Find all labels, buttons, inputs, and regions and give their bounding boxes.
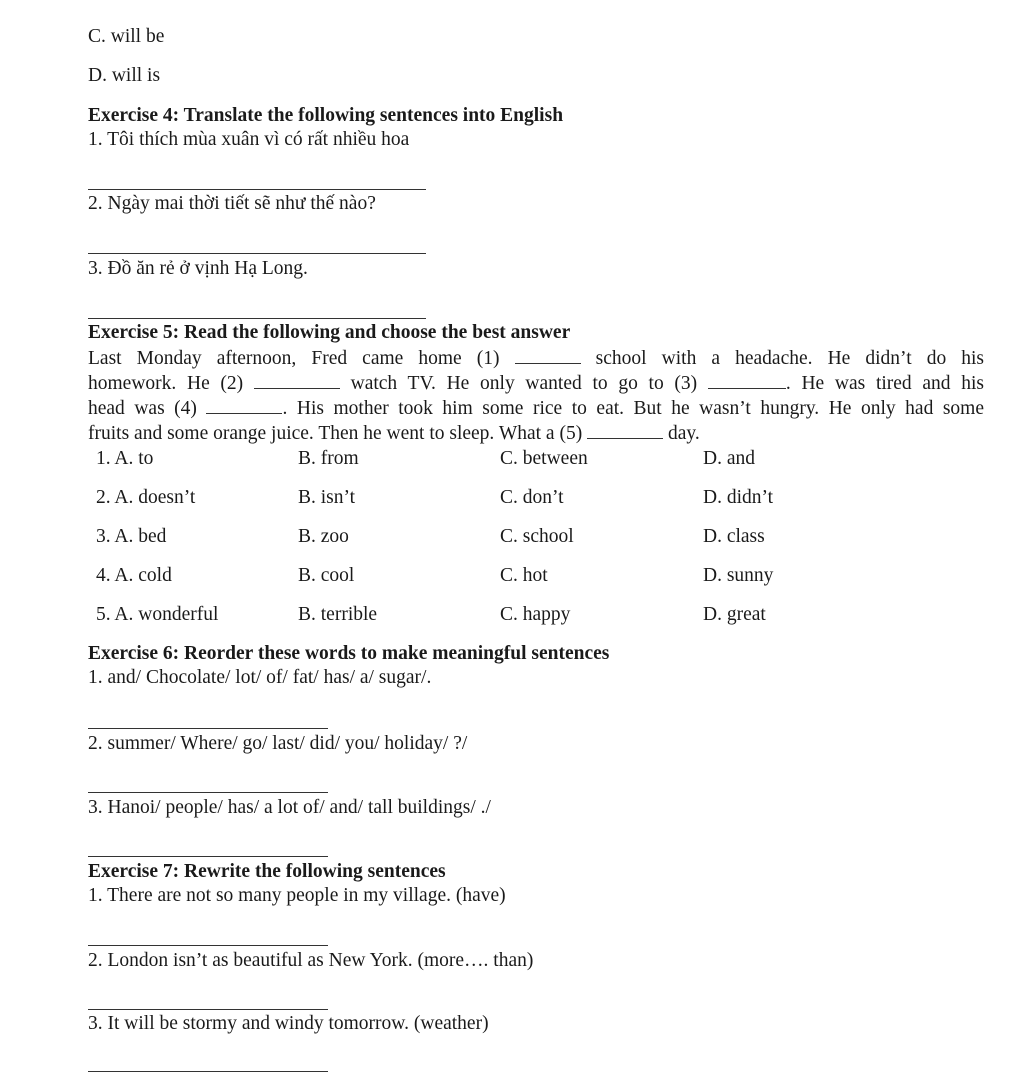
blank-5: [587, 423, 663, 439]
ex4-item-3: 3. Đồ ăn rẻ ở vịnh Hạ Long.: [88, 258, 308, 279]
option-c: C. happy: [500, 604, 571, 625]
blank-4: [206, 398, 282, 414]
ex6-item-2: 2. summer/ Where/ go/ last/ did/ you/ holiday/ ?/: [88, 733, 468, 754]
ex7-answer-line-1: [88, 945, 328, 946]
ex6-answer-line-2: [88, 792, 328, 793]
passage-text: Last Monday afternoon, Fred came home (1): [88, 348, 500, 369]
exercise-6-title: Exercise 6: Reorder these words to make meaningful sentences: [88, 643, 610, 664]
exercise-7-title: Exercise 7: Rewrite the following sentences: [88, 861, 446, 882]
option-c: C. hot: [500, 565, 548, 586]
passage-text: head was (4): [88, 398, 197, 419]
option-a: 5. A. wonderful: [96, 604, 219, 625]
option-b: B. from: [298, 448, 359, 469]
ex7-answer-line-3: [88, 1071, 328, 1072]
exercise-5-title: Exercise 5: Read the following and choose the best answer: [88, 322, 571, 343]
option-c-will-be: C. will be: [88, 26, 165, 47]
blank-3: [708, 373, 786, 389]
option-a: 2. A. doesn’t: [96, 487, 196, 508]
passage-text: school with a headache. He didn’t do his: [595, 348, 985, 369]
ex4-item-2: 2. Ngày mai thời tiết sẽ như thế nào?: [88, 193, 376, 214]
blank-2: [254, 373, 340, 389]
passage-line-3: [88, 396, 984, 421]
ex4-answer-line-2: [88, 253, 426, 254]
option-b: B. isn’t: [298, 487, 356, 508]
option-d-will-is: D. will is: [88, 65, 161, 86]
ex7-item-1: 1. There are not so many people in my village. (have): [88, 885, 506, 906]
passage-line-4: [88, 421, 984, 446]
option-d: D. didn’t: [703, 487, 774, 508]
exercise-4-title: Exercise 4: Translate the following sentences into English: [88, 105, 564, 126]
option-b: B. cool: [298, 565, 355, 586]
option-c: C. don’t: [500, 487, 564, 508]
option-b: B. terrible: [298, 604, 378, 625]
option-a: 4. A. cold: [96, 565, 172, 586]
option-b: B. zoo: [298, 526, 349, 547]
option-d: D. great: [703, 604, 766, 625]
ex6-item-1: 1. and/ Chocolate/ lot/ of/ fat/ has/ a/ sugar/.: [88, 667, 432, 688]
passage-text: watch TV. He only wanted to go to (3): [350, 373, 698, 394]
passage-text: day.: [667, 423, 700, 444]
option-c: C. between: [500, 448, 588, 469]
option-a: 3. A. bed: [96, 526, 167, 547]
ex6-answer-line-1: [88, 728, 328, 729]
option-c: C. school: [500, 526, 574, 547]
passage-line-2: [88, 371, 984, 396]
passage-text: fruits and some orange juice. Then he went to sleep. What a (5): [88, 423, 583, 444]
option-d: D. class: [703, 526, 765, 547]
ex5-passage: [88, 346, 984, 446]
passage-text: . His mother took him some rice to eat. But he wasn’t hungry. He only had some: [282, 398, 985, 419]
ex7-item-2: 2. London isn’t as beautiful as New York. (more…. than): [88, 950, 534, 971]
ex4-item-1: 1. Tôi thích mùa xuân vì có rất nhiều hoa: [88, 129, 410, 150]
ex7-item-3: 3. It will be stormy and windy tomorrow. (weather): [88, 1013, 489, 1034]
ex7-answer-line-2: [88, 1009, 328, 1010]
blank-1: [515, 348, 581, 364]
option-d: D. and: [703, 448, 755, 469]
passage-line-1: [88, 346, 984, 371]
ex4-answer-line-1: [88, 189, 426, 190]
passage-text: homework. He (2): [88, 373, 244, 394]
ex4-answer-line-3: [88, 318, 426, 319]
option-a: 1. A. to: [96, 448, 154, 469]
ex6-answer-line-3: [88, 856, 328, 857]
passage-text: . He was tired and his: [785, 373, 985, 394]
ex6-item-3: 3. Hanoi/ people/ has/ a lot of/ and/ tall buildings/ ./: [88, 797, 491, 818]
option-d: D. sunny: [703, 565, 774, 586]
